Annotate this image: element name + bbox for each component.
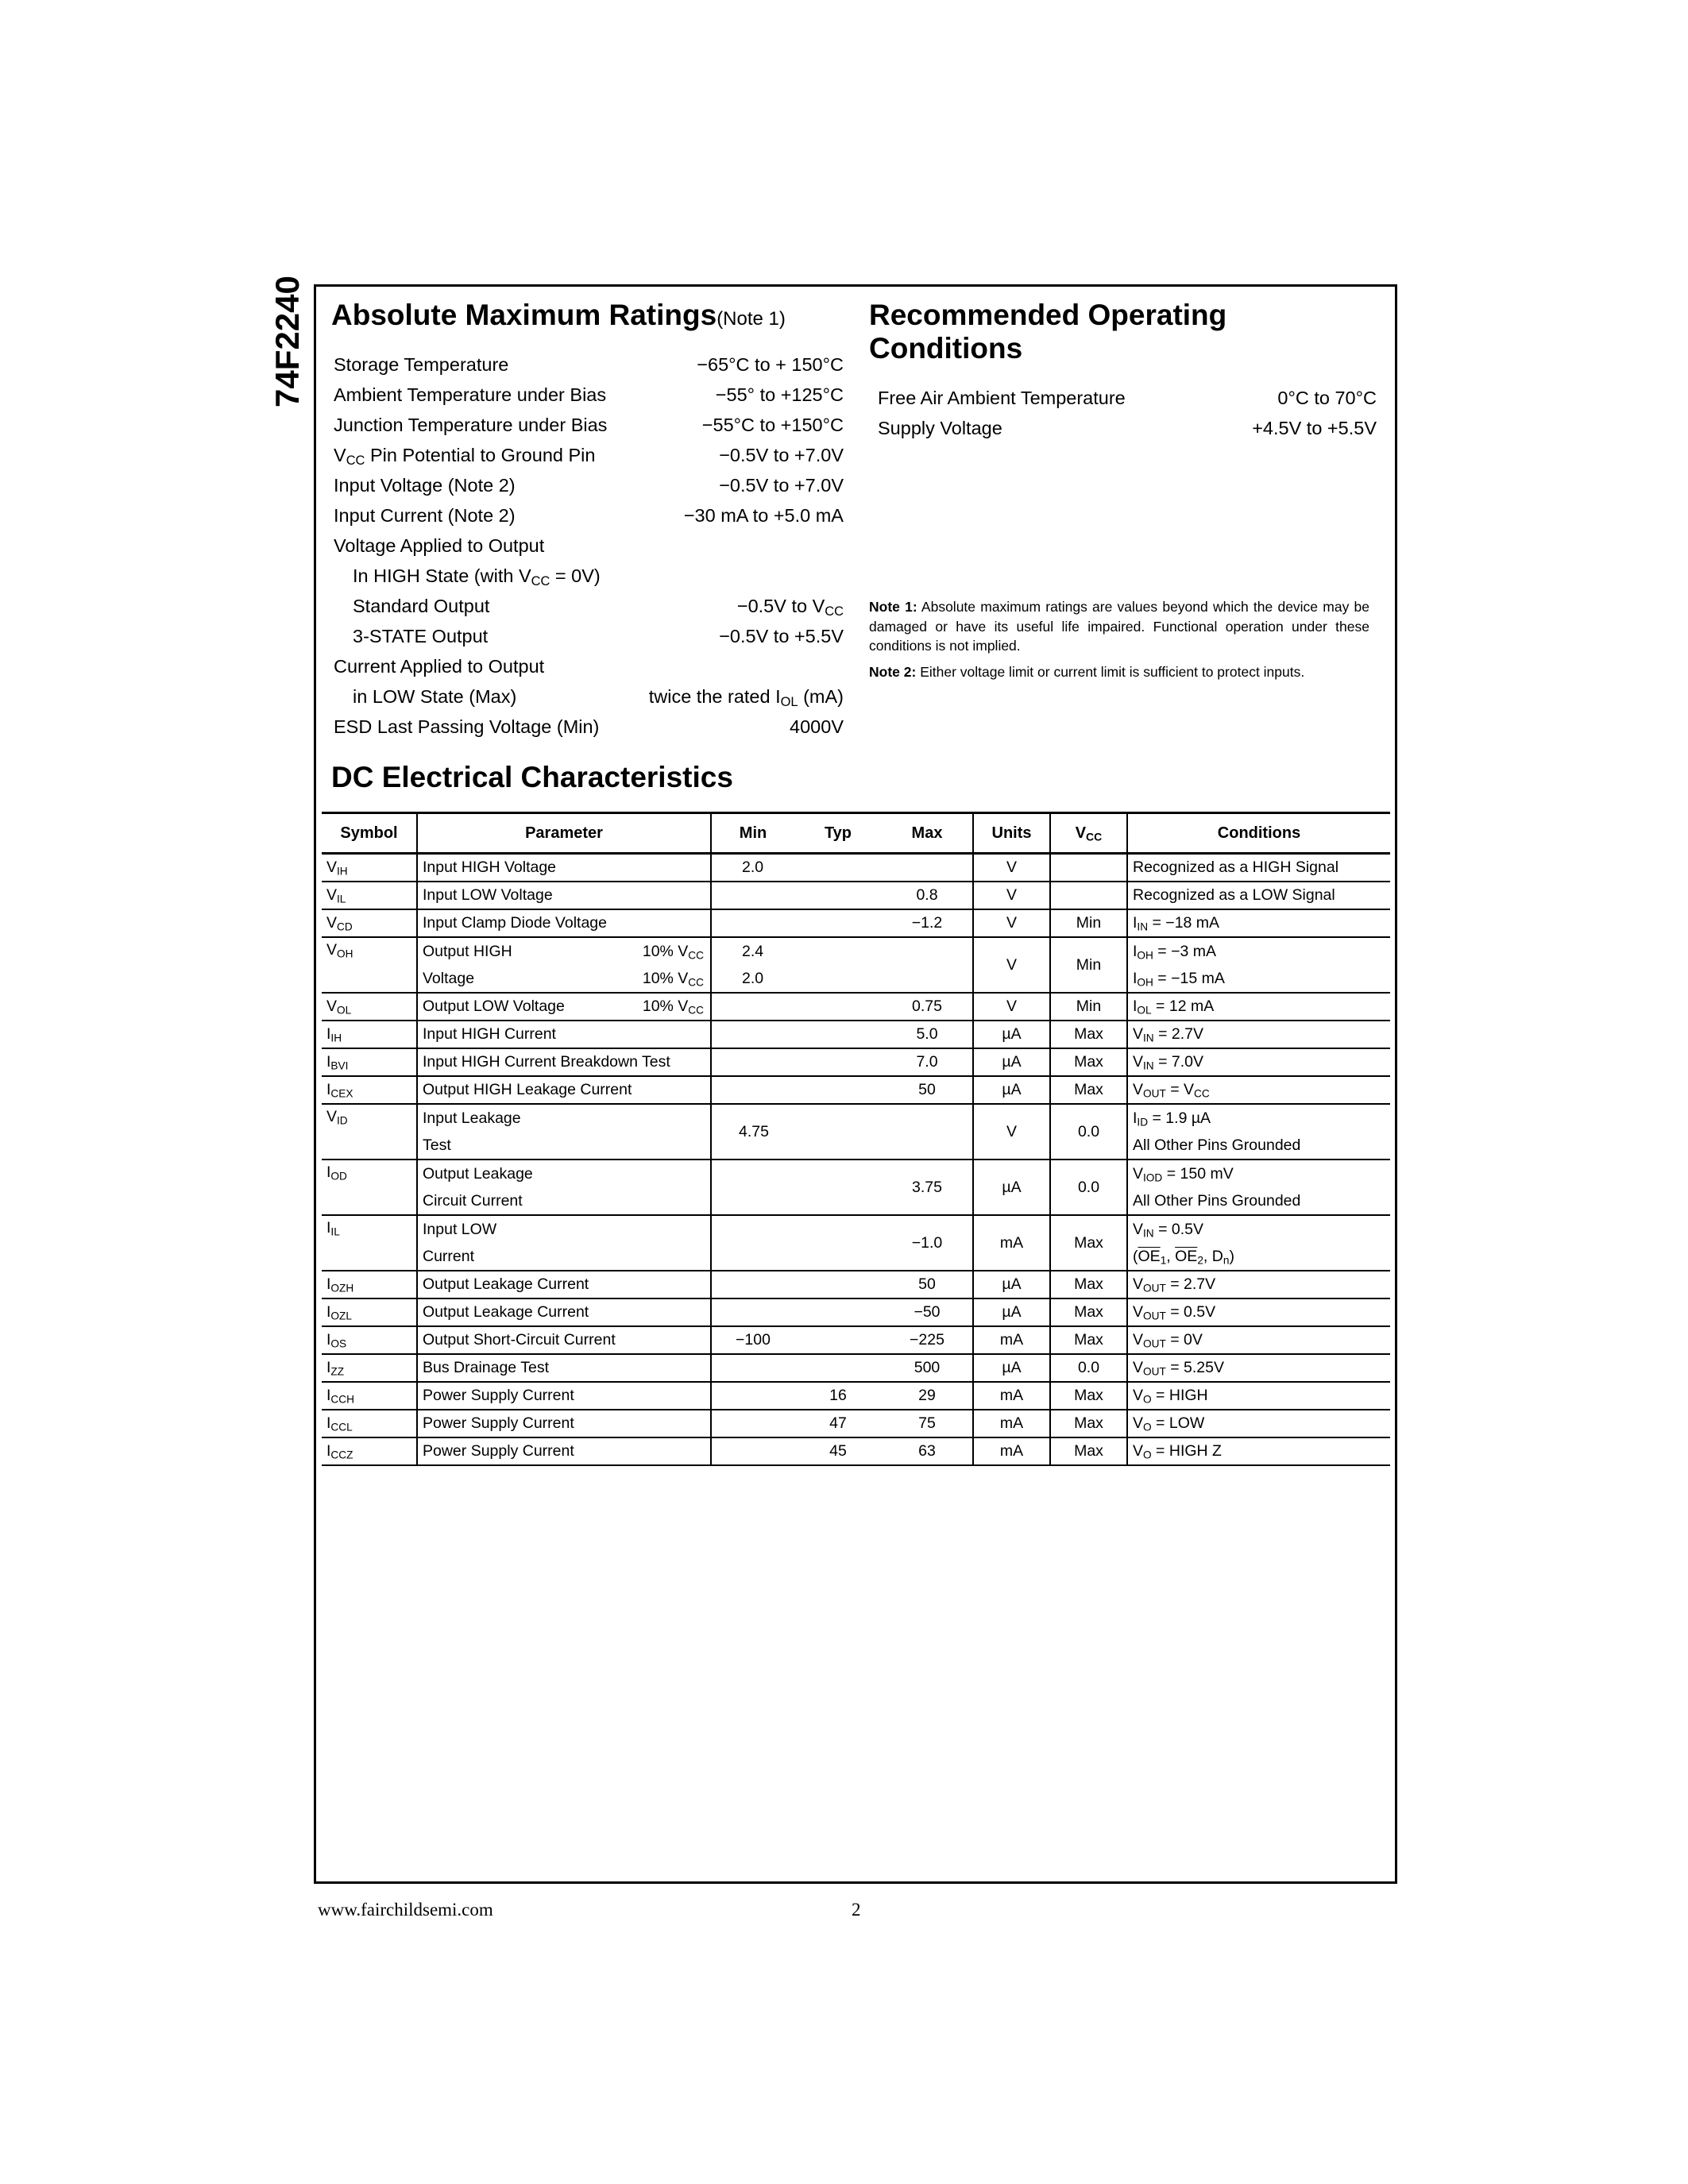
- table-row: $I_{CCL}$ Power Supply Current 47 75 mA Max $V_O$ = LOW: [322, 1410, 1390, 1437]
- part-number-vertical: 74F2240: [268, 276, 306, 407]
- abs-max-list: [334, 350, 844, 747]
- abs-row-esd: ESD Last Passing Voltage (Min) 4000V: [334, 716, 844, 737]
- abs-row-high-state: In HIGH State (with $V_{CC} = 0V$): [353, 565, 601, 589]
- note-2: Note 2: Either voltage limit or current limit is sufficient to protect inputs.: [869, 663, 1305, 680]
- col-parameter: Parameter: [417, 813, 711, 854]
- rec-op-list: [878, 384, 1377, 447]
- abs-row-ambient: Ambient Temperature under Bias −55° to +125°C: [334, 384, 844, 405]
- abs-row-standard-output: Standard Output −0.5V to $V_{CC}$: [353, 596, 844, 619]
- dc-table: [322, 812, 1390, 1466]
- abs-row-storage: Storage Temperature −65°C to + 150°C: [334, 354, 844, 375]
- table-row: $I_{IL}$ Input LOW Current −1.0 mA Max $V_{IN} = 0.5V$ ($\overline{OE}_1$, $\overline{OE}_2$, $D_n$): [322, 1215, 1390, 1271]
- abs-row-low-state: in LOW State (Max) twice the rated $I_{OL}$ (mA): [353, 686, 844, 710]
- col-conditions: Conditions: [1127, 813, 1390, 854]
- table-row: $V_{ID}$ Input Leakage Test 4.75 V 0.0 $I_{ID} = 1.9$ µA All Other Pins Grounded: [322, 1104, 1390, 1160]
- page-number: 2: [852, 1900, 861, 1920]
- col-min: Min: [711, 813, 794, 854]
- dc-title: DC Electrical Characteristics: [331, 761, 733, 793]
- abs-row-vcc-potential: $V_{CC}$ Pin Potential to Ground Pin −0.5V to +7.0V: [334, 445, 844, 469]
- abs-row-3state-output: 3-STATE Output −0.5V to +5.5V: [353, 626, 844, 646]
- table-row: $V_{IH}$ Input HIGH Voltage 2.0 V Recognized as a HIGH Signal: [322, 854, 1390, 882]
- table-row: $V_{CD}$ Input Clamp Diode Voltage −1.2 V Min $I_{IN} = -18$ mA: [322, 909, 1390, 937]
- abs-row-input-voltage: Input Voltage (Note 2) −0.5V to +7.0V: [334, 475, 844, 496]
- table-row: $V_{IL}$ Input LOW Voltage 0.8 V Recognized as a LOW Signal: [322, 882, 1390, 909]
- abs-row-junction: Junction Temperature under Bias −55°C to +150°C: [334, 415, 844, 435]
- col-symbol: Symbol: [322, 813, 417, 854]
- col-units: Units: [973, 813, 1050, 854]
- table-row: $I_{CEX}$ Output HIGH Leakage Current 50 µA Max $V_{OUT} = V_{CC}$: [322, 1076, 1390, 1104]
- col-max: Max: [882, 813, 973, 854]
- table-row: $I_{CCH}$ Power Supply Current 16 29 mA Max $V_O$ = HIGH: [322, 1382, 1390, 1410]
- table-row: $V_{OL}$ Output LOW Voltage 10% $V_{CC}$ 0.75 V Min $I_{OL} = 12$ mA: [322, 993, 1390, 1021]
- rec-op-title: Recommended Operating Conditions: [869, 299, 1227, 365]
- col-typ: Typ: [794, 813, 882, 854]
- table-row: $I_{BVI}$ Input HIGH Current Breakdown Test 7.0 µA Max $V_{IN} = 7.0V$: [322, 1048, 1390, 1076]
- table-row: $I_{ZZ}$ Bus Drainage Test 500 µA 0.0 $V_{OUT} = 5.25V$: [322, 1354, 1390, 1382]
- rec-row-temperature: Free Air Ambient Temperature 0°C to 70°C: [878, 388, 1377, 408]
- table-row: $I_{OZL}$ Output Leakage Current −50 µA Max $V_{OUT} = 0.5V$: [322, 1298, 1390, 1326]
- table-row: $I_{OD}$ Output Leakage Circuit Current 3.75 µA 0.0 $V_{IOD} = 150$ mV All Other Pins Grounded: [322, 1160, 1390, 1215]
- dc-header-row: [322, 813, 1390, 854]
- table-row: $I_{CCZ}$ Power Supply Current 45 63 mA Max $V_O$ = HIGH Z: [322, 1437, 1390, 1465]
- abs-row-current-applied: Current Applied to Output: [334, 656, 545, 677]
- footer-url[interactable]: www.fairchildsemi.com: [318, 1900, 493, 1920]
- abs-max-title: Absolute Maximum Ratings(Note 1): [331, 299, 786, 331]
- abs-row-input-current: Input Current (Note 2) −30 mA to +5.0 mA: [334, 505, 844, 526]
- rec-row-supply: Supply Voltage +4.5V to +5.5V: [878, 418, 1377, 438]
- table-row: $I_{OZH}$ Output Leakage Current 50 µA Max $V_{OUT} = 2.7V$: [322, 1271, 1390, 1298]
- notes-block: [869, 597, 1369, 688]
- table-row: $I_{IH}$ Input HIGH Current 5.0 µA Max $V_{IN} = 2.7V$: [322, 1021, 1390, 1048]
- abs-row-voltage-applied: Voltage Applied to Output: [334, 535, 545, 556]
- table-row: $I_{OS}$ Output Short-Circuit Current −100 −225 mA Max $V_{OUT} = 0V$: [322, 1326, 1390, 1354]
- col-vcc: $V_{CC}$: [1050, 813, 1127, 854]
- table-row: $V_{OH}$ Output HIGH 10% $V_{CC}$ Voltage 10% $V_{CC}$ 2.4 2.0 V Min $I_{OH} = -3$ mA $I_{OH} = -15$ mA: [322, 937, 1390, 993]
- note-1: Note 1: Absolute maximum ratings are values beyond which the device may be damaged or have its useful life impaired. Functional operation under these conditions is not implied.: [869, 599, 1369, 654]
